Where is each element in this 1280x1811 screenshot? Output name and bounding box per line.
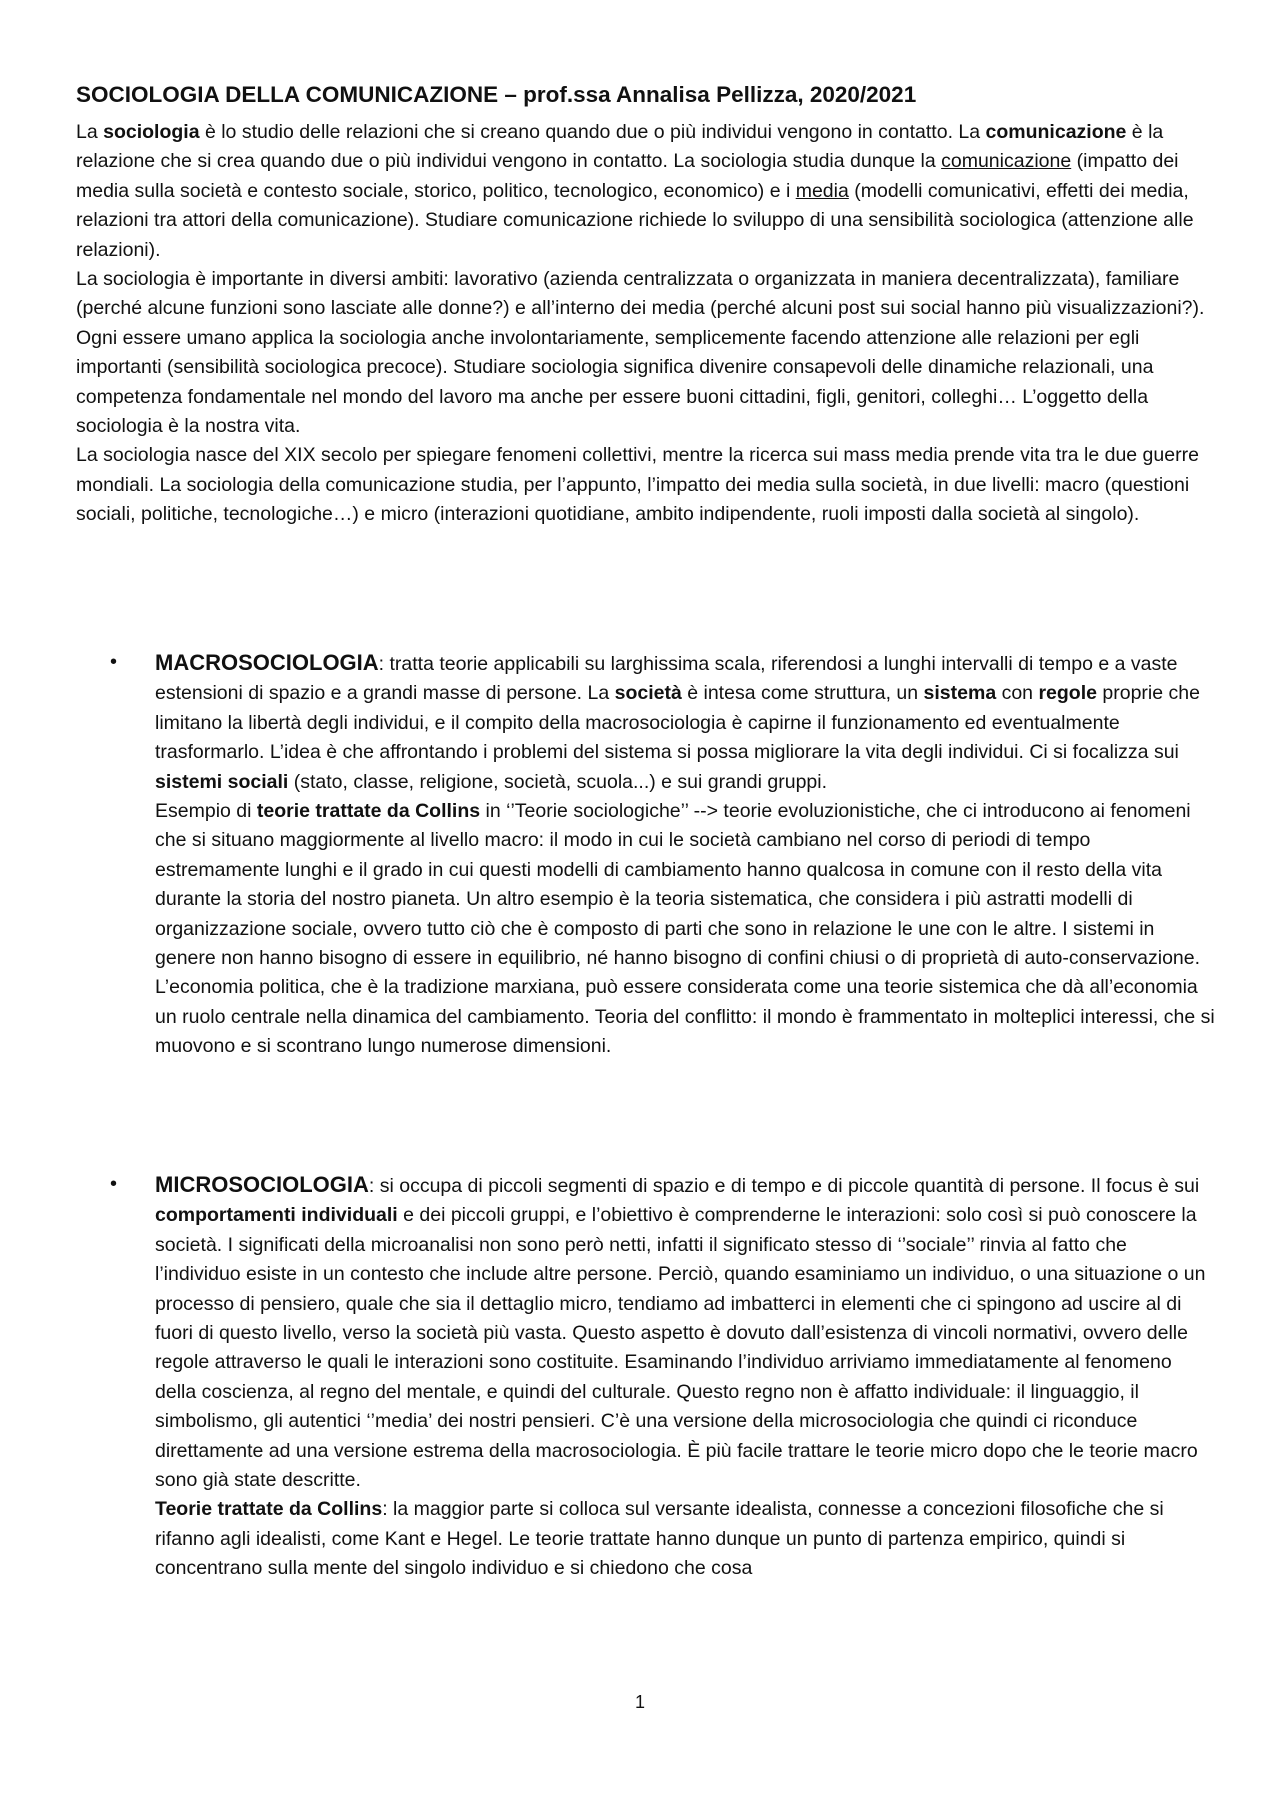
- text-run: proprie che limitano la libertà degli individui, e il compito della macrosociologia è capirne il funzionamento ed eventualmente trasformarlo. L’idea è che affrontando i problemi del sistema si possa migliorare la vita degli individui. Ci si focalizza sui: [155, 682, 1200, 764]
- macrosociologia-paragraph-1: [155, 648, 1215, 797]
- bold-term: teorie trattate da Collins: [256, 800, 481, 823]
- text-run: : la maggior parte si colloca sul versante idealista, connesse a concezioni filosofiche che si rifanno agli idealisti, come Kant e Hegel. Le teorie trattate hanno dunque un punto di partenza empirico, quindi si concentrano sulla mente del singolo individuo e si chiedono che cosa: [155, 1498, 1164, 1580]
- intro-section: [76, 118, 1206, 530]
- intro-paragraph-1: [76, 118, 1206, 265]
- text-run: (stato, classe, religione, società, scuola...) e sui grandi gruppi.: [288, 770, 828, 793]
- document-title: SOCIOLOGIA DELLA COMUNICAZIONE – prof.ssa Annalisa Pellizza, 2020/2021: [76, 82, 917, 107]
- bold-term: Teorie trattate da Collins: [155, 1498, 383, 1521]
- intro-paragraph-2: La sociologia è importante in diversi ambiti: lavorativo (azienda centralizzata o organizzata in maniera decentralizzata), familiare (perché alcune funzioni sono lasciate alle donne?) e all’interno dei media (perché alcuni post sui social hanno più visualizzazioni?). Ogni essere umano applica la sociologia anche involontariamente, semplicemente facendo attenzione alle relazioni per egli importanti (sensibilità sociologica precoce). Studiare sociologia significa divenire consapevoli delle dinamiche relazionali, una competenza fondamentale nel mondo del lavoro ma anche per essere buoni cittadini, figli, genitori, colleghi… L’oggetto della sociologia è la nostra vita.: [76, 268, 1205, 438]
- intro-paragraph-3: La sociologia nasce del XIX secolo per spiegare fenomeni collettivi, mentre la ricerca sui mass media prende vita tra le due guerre mondiali. La sociologia della comunicazione studia, per l’appunto, l’impatto dei media sulla società, in due livelli: macro (questioni sociali, politiche, tecnologiche…) e micro (interazioni quotidiane, ambito indipendente, ruoli imposti dalla società al singolo).: [76, 444, 1199, 526]
- bold-term: sistemi sociali: [155, 770, 289, 793]
- microsociologia-body: [155, 1170, 1215, 1584]
- bold-term: comportamenti individuali: [155, 1204, 398, 1227]
- bold-term: regole: [1038, 682, 1097, 705]
- bold-term: società: [614, 682, 682, 705]
- section-heading-microsociologia: MICROSOCIOLOGIA: [155, 1172, 369, 1197]
- text-run: è lo studio delle relazioni che si creano quando due o più individui vengono in contatto. La: [199, 121, 986, 143]
- text-run: è intesa come struttura, un: [681, 682, 924, 705]
- microsociologia-paragraph-2: [155, 1495, 1215, 1583]
- underlined-term-media: media: [795, 179, 849, 202]
- macrosociologia-body: [155, 648, 1215, 1062]
- bold-term-sociologia: sociologia: [103, 121, 200, 143]
- bullet-icon: •: [110, 1173, 118, 1195]
- text-run: (modelli comunicativi, effetti dei media, relazioni tra attori della comunicazione). Studiare comunicazione richiede lo sviluppo di una sensibilità sociologica (attenzione alle relazioni).: [76, 179, 1194, 261]
- microsociologia-paragraph-1: [155, 1170, 1215, 1495]
- text-run: : tratta teorie applicabili su larghissima scala, riferendosi a lunghi intervalli di tempo e a vaste estensioni di spazio e a grandi masse di persone. La: [155, 653, 1178, 705]
- page-number: 1: [634, 1692, 645, 1712]
- text-run: : si occupa di piccoli segmenti di spazio e di tempo e di piccole quantità di persone. Il focus è sui: [368, 1175, 1200, 1197]
- text-run: in ‘’Teorie sociologiche’’ --> teorie evoluzionistiche, che ci introducono ai fenomeni che si situano maggiormente al livello macro: il modo in cui le società cambiano nel corso di periodi di tempo estremamente lunghi e il grado in cui questi modelli di cambiamento hanno qualcosa in comune con il resto della vita durante la storia del nostro pianeta. Un altro esempio è la teoria sistematica, che considera i più astratti modelli di organizzazione sociale, ovvero tutto ciò che è composto di parti che sono in relazione le une con le altre. I sistemi in genere non hanno bisogno di essere in equilibrio, né hanno bisogno di confini chiusi o di proprietà di auto-conservazione. L’economia politica, che è la tradizione marxiana, può essere considerata come una teorie sistemica che dà all’economia un ruolo centrale nella dinamica del cambiamento. Teoria del conflitto: il mondo è frammentato in molteplici interessi, che si muovono e si scontrano lungo numerose dimensioni.: [155, 800, 1215, 1058]
- bullet-icon: •: [110, 651, 118, 673]
- text-run: (impatto dei media sulla società e contesto sociale, storico, politico, tecnologico, economico) e i: [76, 150, 1179, 202]
- bold-term: sistema: [923, 682, 997, 705]
- macrosociologia-paragraph-2: [155, 797, 1215, 1062]
- text-run: Esempio di: [155, 800, 257, 823]
- section-heading-macrosociologia: MACROSOCIOLOGIA: [155, 650, 379, 675]
- bold-term-comunicazione: comunicazione: [985, 121, 1127, 143]
- text-run: e dei piccoli gruppi, e l’obiettivo è comprenderne le interazioni: solo così si può conoscere la società. I significati della microanalisi non sono però netti, infatti il significato stesso di ‘’sociale’’ rinvia al fatto che l’individuo esiste in un contesto che include altre persone. Perciò, quando esaminiamo un individuo, o una situazione o un processo di pensiero, quale che sia il dettaglio micro, tendiamo ad imbatterci in elementi che ci spingono ad uscire al di fuori di questo livello, verso la società più vasta. Questo aspetto è dovuto dall’esistenza di vincoli normativi, ovvero delle regole attraverso le quali le interazioni sono costituite. Esaminando l’individuo arriviamo immediatamente al fenomeno della coscienza, al regno del mentale, e quindi del culturale. Questo regno non è affatto individuale: il linguaggio, il simbolismo, gli autentici ‘’media’ dei nostri pensieri. C’è una versione della microsociologia che quindi ci riconduce direttamente ad una versione estrema della macrosociologia. È più facile trattare le teorie micro dopo che le teorie macro sono già state descritte.: [155, 1204, 1206, 1492]
- underlined-term-comunicazione: comunicazione: [941, 150, 1072, 173]
- text-run: è la relazione che si crea quando due o più individui vengono in contatto. La sociologia studia dunque la: [76, 121, 1164, 173]
- text-run: La: [76, 121, 104, 143]
- text-run: con: [996, 682, 1039, 705]
